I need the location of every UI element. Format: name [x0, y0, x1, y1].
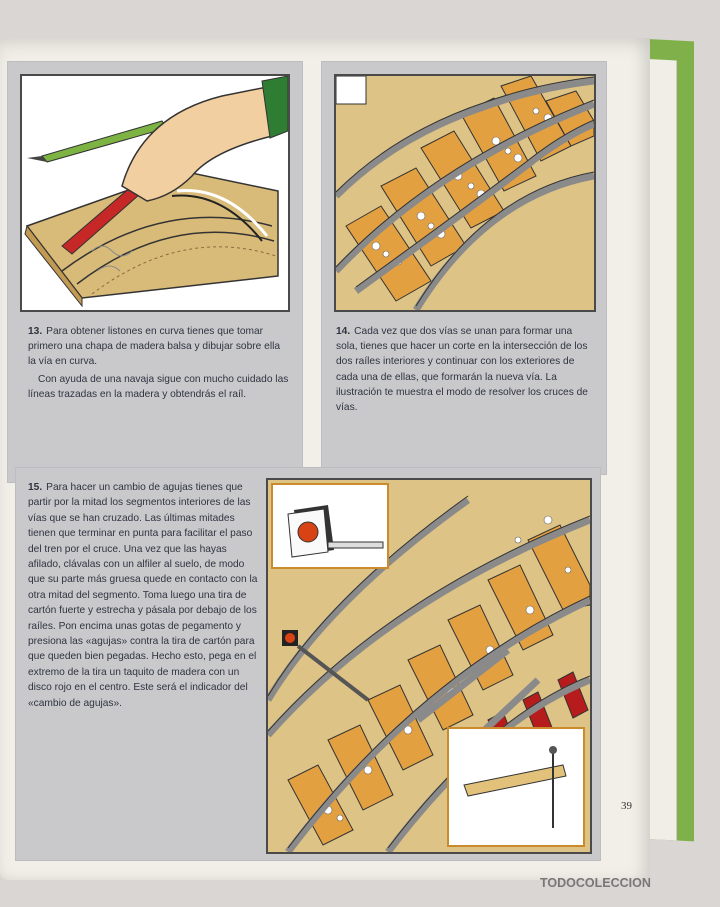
page-number: 39 — [621, 800, 632, 812]
step-15-number: 15. — [28, 482, 43, 493]
step-13-caption — [28, 324, 290, 404]
step-15-text-1: Para hacer un cambio de agujas tienes que partir por la mitad los segmentos interiores de las vías que se han cruzado. Las últimas mitades tienen que terminar en punta para facilitar el paso del tren por el cruce. Una vez que las hayas afilado, clávalas con un alfiler al suelo, de modo que su parte más gruesa quede en contacto con la otra mitad del segmento. Toma luego una tira de cartón fuerte y estrecha y pásala por debajo de los raíles. Pon encima unas gotas de pegamento y presiona las «agujas» contra la tira de cartón para que queden bien pegadas. Hecho esto, pega en el extremo de la tira un taquito de madera con un disco rojo en el centro. Este será el indicador del «cambio de agujas». — [28, 482, 258, 709]
step-14-text-1: Cada vez que dos vías se unan para formar una sola, tienes que hacer un corte en la intersección de los dos raíles interiores y continuar con los exteriores de cada una de ellas, que formarán la nueva vía. La ilustración te muestra el modo de resolver los cruces de vías. — [336, 326, 588, 414]
watermark-text: TODOCOLECCION — [540, 876, 651, 890]
step-13-number: 13. — [28, 326, 43, 337]
step-13-text-1: Para obtener listones en curva tienes que tomar primero una chapa de madera balsa y dibujar sobre ella la vía en curva. — [28, 326, 281, 368]
step-15-caption — [28, 480, 262, 713]
page-stack — [646, 59, 677, 841]
step-15-panel — [16, 468, 600, 860]
step-14-caption — [336, 324, 594, 417]
step-13-text-2: Con ayuda de una navaja sigue con mucho cuidado las líneas trazadas en la madera y obtendrás el raíl. — [28, 373, 289, 400]
step-15-illustration — [266, 478, 592, 854]
step-13-panel — [8, 62, 302, 482]
step-14-illustration — [334, 74, 596, 312]
step-14-panel — [322, 62, 606, 474]
book-page — [0, 38, 650, 880]
step-14-number: 14. — [336, 326, 351, 337]
step-13-illustration — [20, 74, 290, 312]
